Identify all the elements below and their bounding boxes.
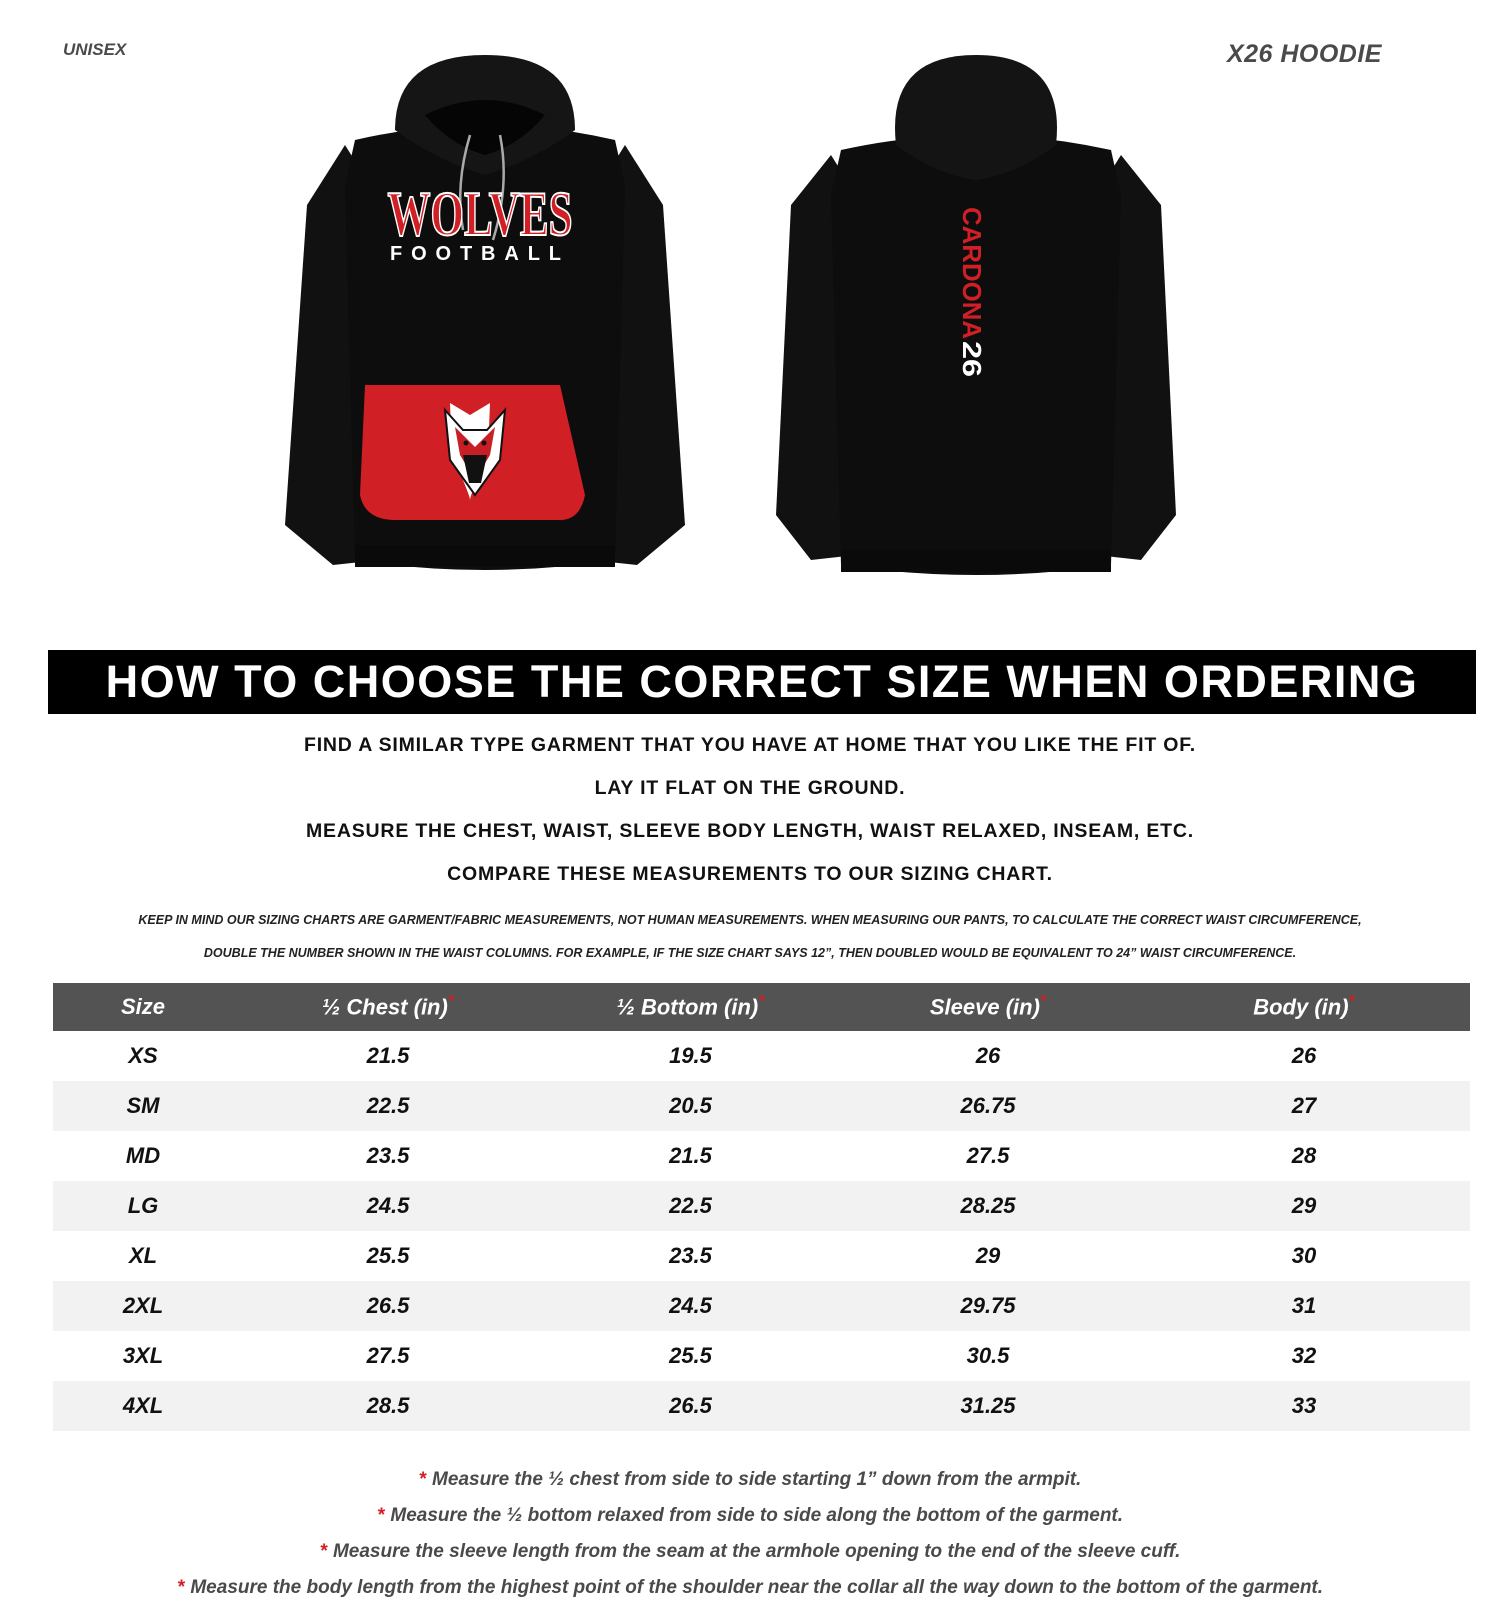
cell-body: 26 xyxy=(1291,1043,1317,1068)
cell-body: 27 xyxy=(1138,1081,1470,1131)
cell-body: 29 xyxy=(1138,1181,1470,1231)
cell-size: 3XL xyxy=(122,1343,164,1368)
player-name: CARDONA xyxy=(957,207,987,340)
table-row xyxy=(53,1281,1470,1331)
cell-bottom: 25.5 xyxy=(669,1343,712,1368)
cell-sleeve: 26 xyxy=(975,1043,1001,1068)
player-number: 26 xyxy=(957,341,987,370)
cell-bottom: 23.5 xyxy=(669,1243,712,1268)
table-header-row xyxy=(53,983,1470,1031)
cell-size: XS xyxy=(128,1043,158,1068)
size-guide-banner: HOW TO CHOOSE THE CORRECT SIZE WHEN ORDERING xyxy=(48,650,1476,714)
cell-bottom: 22.5 xyxy=(543,1181,838,1231)
cell-size: 4XL xyxy=(53,1381,233,1431)
footnote-body: * Measure the body length from the highest point of the shoulder near the collar all the way down to the bottom of the garment. xyxy=(176,1577,1324,1598)
cell-size: XL xyxy=(128,1243,158,1268)
cell-sleeve: 29.75 xyxy=(838,1281,1138,1331)
footnote-bottom: * Measure the ½ bottom relaxed from side to side along the bottom of the garment. xyxy=(376,1505,1124,1526)
cell-chest: 24.5 xyxy=(233,1181,543,1231)
hoodie-front-image xyxy=(285,55,685,595)
col-header-size: Size xyxy=(53,983,233,1031)
step-4: COMPARE THESE MEASUREMENTS TO OUR SIZING CHART. xyxy=(447,863,1053,885)
cell-chest: 22.5 xyxy=(233,1081,543,1131)
front-sub-text: FOOTBALL xyxy=(390,243,570,265)
hoodie-back-image xyxy=(776,55,1176,595)
cell-sleeve: 26.75 xyxy=(838,1081,1138,1131)
table-row xyxy=(53,1381,1470,1431)
cell-chest: 28.5 xyxy=(233,1381,543,1431)
table-row xyxy=(53,1031,1470,1081)
table-row xyxy=(53,1231,1470,1281)
cell-size: MD xyxy=(125,1143,161,1168)
cell-size: LG xyxy=(53,1181,233,1231)
note-line-1: KEEP IN MIND OUR SIZING CHARTS ARE GARMENT/FABRIC MEASUREMENTS, NOT HUMAN MEASUREMENTS. WHEN MEASURING OUR PANTS, TO CALCULATE THE CORRECT WAIST CIRCUMFERENCE, xyxy=(138,913,1362,927)
cell-body: 32 xyxy=(1291,1343,1317,1368)
table-row xyxy=(53,1181,1470,1231)
note-line-2: DOUBLE THE NUMBER SHOWN IN THE WAIST COLUMNS. FOR EXAMPLE, IF THE SIZE CHART SAYS 12”, THEN DOUBLED WOULD BE EQUIVALENT TO 24” WAIST CIRCUMFERENCE. xyxy=(203,946,1297,960)
cell-body: 30 xyxy=(1291,1243,1317,1268)
table-row xyxy=(53,1081,1470,1131)
col-header-sleeve: Sleeve (in)* xyxy=(838,983,1138,1031)
cell-sleeve: 30.5 xyxy=(966,1343,1010,1368)
cell-chest: 27.5 xyxy=(366,1343,410,1368)
cell-sleeve: 31.25 xyxy=(838,1381,1138,1431)
size-chart-table xyxy=(53,983,1470,1431)
cell-chest: 25.5 xyxy=(366,1243,410,1268)
footnote-chest: * Measure the ½ chest from side to side starting 1” down from the armpit. xyxy=(418,1469,1082,1490)
waistband xyxy=(355,545,615,567)
cell-sleeve: 27.5 xyxy=(966,1143,1010,1168)
cell-size: 2XL xyxy=(53,1281,233,1331)
table-row xyxy=(53,1331,1470,1381)
cell-bottom: 24.5 xyxy=(543,1281,838,1331)
step-2: LAY IT FLAT ON THE GROUND. xyxy=(594,777,906,799)
cell-bottom: 20.5 xyxy=(543,1081,838,1131)
table-row xyxy=(53,1131,1470,1181)
cell-chest: 23.5 xyxy=(366,1143,410,1168)
step-1: FIND A SIMILAR TYPE GARMENT THAT YOU HAVE AT HOME THAT YOU LIKE THE FIT OF. xyxy=(304,734,1196,756)
cell-bottom: 19.5 xyxy=(669,1043,712,1068)
footnote-sleeve: * Measure the sleeve length from the seam at the armhole opening to the end of the sleeve cuff. xyxy=(319,1541,1181,1562)
cell-bottom: 21.5 xyxy=(669,1143,712,1168)
fit-label: UNISEX xyxy=(63,40,127,59)
sizing-steps xyxy=(0,730,1500,902)
cell-body: 28 xyxy=(1291,1143,1317,1168)
cell-body: 33 xyxy=(1138,1381,1470,1431)
cell-body: 31 xyxy=(1138,1281,1470,1331)
cell-sleeve: 28.25 xyxy=(838,1181,1138,1231)
cell-sleeve: 29 xyxy=(975,1243,1001,1268)
player-name-number xyxy=(957,207,987,377)
cell-size: SM xyxy=(53,1081,233,1131)
col-header-bottom: ½ Bottom (in)* xyxy=(543,983,838,1031)
cell-chest: 21.5 xyxy=(366,1043,410,1068)
measurement-footnotes xyxy=(0,1466,1500,1610)
cell-bottom: 26.5 xyxy=(543,1381,838,1431)
front-main-text: WOLVES xyxy=(387,178,573,249)
col-header-body: Body (in)* xyxy=(1138,983,1470,1031)
measurement-notes xyxy=(0,910,1500,976)
waistband xyxy=(841,550,1111,572)
cell-chest: 26.5 xyxy=(233,1281,543,1331)
col-header-chest: ½ Chest (in)* xyxy=(233,983,543,1031)
product-title: X26 HOODIE xyxy=(1226,40,1382,68)
step-3: MEASURE THE CHEST, WAIST, SLEEVE BODY LENGTH, WAIST RELAXED, INSEAM, ETC. xyxy=(306,820,1194,842)
